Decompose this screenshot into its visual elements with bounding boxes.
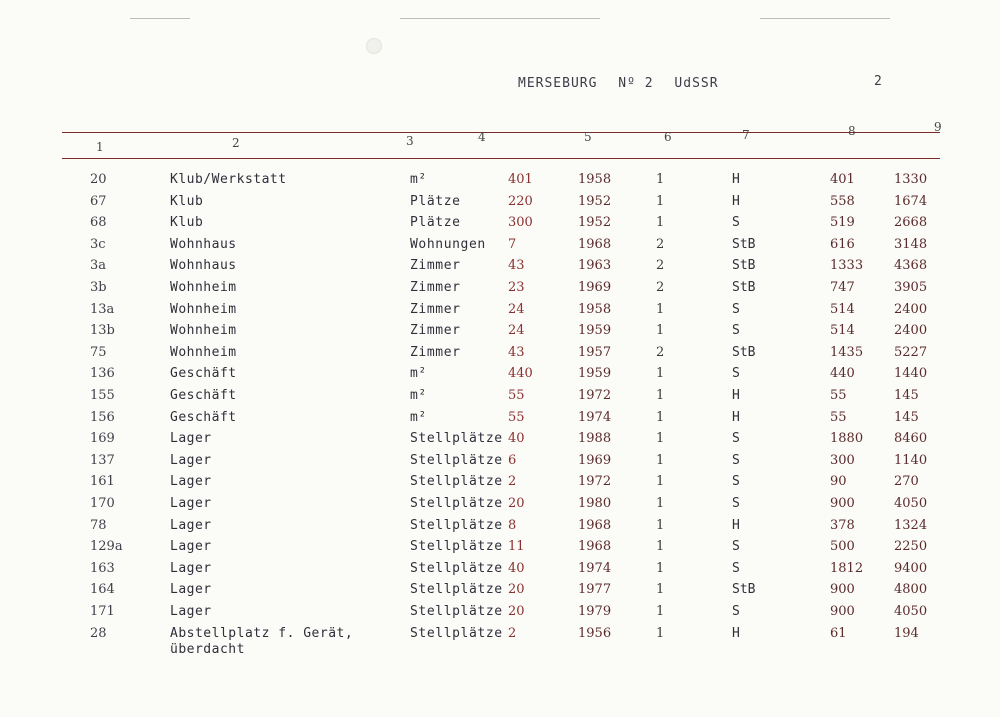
cell-col-8: 61: [830, 625, 847, 641]
page-number: 2: [874, 74, 882, 89]
cell-col-5: 1959: [578, 366, 612, 382]
cell-col-3: Stellplätze: [410, 582, 503, 598]
cell-col-8: 514: [830, 323, 855, 339]
cell-col-9: 1674: [894, 193, 928, 209]
table-row: [0, 237, 1000, 259]
cell-col-4: 23: [508, 280, 525, 295]
cell-col-8: 519: [830, 215, 855, 231]
cell-col-8: 440: [830, 366, 855, 382]
cell-col-1: 155: [90, 388, 115, 403]
header-number: Nº 2: [618, 76, 654, 91]
table-row: [0, 258, 1000, 280]
cell-col-3: Plätze: [410, 215, 461, 231]
cell-col-7: H: [732, 517, 740, 533]
cell-col-7: StB: [732, 258, 756, 274]
cell-col-5: 1952: [578, 193, 612, 209]
cell-col-7: S: [732, 474, 740, 490]
cell-col-5: 1968: [578, 539, 612, 555]
table-row: [0, 388, 1000, 410]
cell-col-8: 401: [830, 172, 855, 187]
cell-col-5: 1974: [578, 409, 612, 425]
cell-col-3: Stellplätze: [410, 474, 503, 490]
cell-col-8: 616: [830, 236, 855, 252]
cell-col-3: Stellplätze: [410, 560, 503, 576]
cell-col-3: Zimmer: [410, 280, 461, 295]
cell-col-6: 1: [656, 301, 665, 317]
cell-col-7: StB: [732, 236, 756, 252]
cell-col-6: 1: [656, 172, 665, 187]
cell-col-4: 401: [508, 172, 533, 187]
cell-col-3: Stellplätze: [410, 625, 503, 641]
cell-col-2: Wohnheim: [170, 323, 237, 339]
column-number-8: 8: [848, 124, 856, 138]
cell-col-4: 24: [508, 323, 525, 339]
column-number-6: 6: [664, 130, 672, 144]
cell-col-6: 2: [656, 280, 665, 295]
cell-col-4: 2: [508, 625, 517, 641]
cell-col-6: 2: [656, 258, 665, 274]
cell-col-6: 1: [656, 193, 665, 209]
table-row: [0, 496, 1000, 518]
cell-col-3: Plätze: [410, 193, 461, 209]
cell-col-3: Stellplätze: [410, 452, 503, 468]
cell-col-1: 3b: [90, 280, 107, 295]
cell-col-6: 1: [656, 431, 665, 447]
table-row: [0, 323, 1000, 345]
column-number-9: 9: [934, 120, 942, 134]
cell-col-7: S: [732, 366, 740, 382]
cell-col-9: 1140: [894, 452, 928, 468]
table-row: [0, 345, 1000, 367]
table-row: [0, 410, 1000, 432]
cell-col-9: 145: [894, 388, 919, 403]
cell-col-5: 1952: [578, 215, 612, 231]
cell-col-1: 129a: [90, 539, 123, 555]
cell-col-1: 78: [90, 517, 107, 533]
cell-col-2: Lager: [170, 517, 212, 533]
table-header-rule: [62, 158, 940, 159]
cell-col-2: Lager: [170, 539, 212, 555]
cell-col-6: 1: [656, 388, 665, 403]
cell-col-8: 378: [830, 517, 855, 533]
cell-col-6: 1: [656, 625, 665, 641]
table-row: [0, 518, 1000, 540]
cell-col-8: 55: [830, 409, 847, 425]
cell-col-8: 1435: [830, 344, 864, 360]
cell-col-2: Wohnheim: [170, 301, 237, 317]
cell-col-1: 169: [90, 431, 115, 447]
cell-col-7: StB: [732, 582, 756, 598]
cell-col-2: Lager: [170, 560, 212, 576]
cell-col-4: 2: [508, 474, 517, 490]
table-row: [0, 539, 1000, 561]
table-row: [0, 431, 1000, 453]
cell-col-4: 11: [508, 539, 525, 555]
column-number-2: 2: [232, 136, 240, 150]
cell-col-8: 558: [830, 193, 855, 209]
cell-col-6: 1: [656, 582, 665, 598]
cell-col-8: 1880: [830, 431, 864, 447]
document-header: [518, 76, 731, 91]
cell-col-2: Geschäft: [170, 388, 237, 403]
cell-col-5: 1977: [578, 582, 612, 598]
cell-col-9: 5227: [894, 344, 928, 360]
cell-col-1: 13a: [90, 301, 115, 317]
cell-col-1: 13b: [90, 323, 115, 339]
cell-col-5: 1969: [578, 452, 612, 468]
cell-col-5: 1957: [578, 344, 612, 360]
cell-col-9: 3148: [894, 236, 928, 252]
cell-col-6: 1: [656, 409, 665, 425]
cell-col-9: 1330: [894, 172, 928, 187]
scan-mark: [760, 18, 890, 19]
cell-col-9: 270: [894, 474, 919, 490]
cell-col-9: 4368: [894, 258, 928, 274]
column-number-5: 5: [584, 130, 592, 144]
punch-hole: [366, 38, 382, 54]
cell-col-9: 8460: [894, 431, 928, 447]
cell-col-3: Wohnungen: [410, 236, 486, 252]
cell-col-2: Wohnhaus: [170, 258, 237, 274]
cell-col-4: 43: [508, 344, 525, 360]
cell-col-7: S: [732, 452, 740, 468]
cell-col-1: 171: [90, 604, 115, 619]
cell-col-4: 40: [508, 431, 525, 447]
table-row: [0, 215, 1000, 237]
cell-col-5: 1980: [578, 496, 612, 511]
cell-col-7: S: [732, 215, 740, 231]
cell-col-4: 24: [508, 301, 525, 317]
cell-col-1: 68: [90, 215, 107, 231]
cell-col-2: Wohnheim: [170, 344, 237, 360]
cell-col-4: 7: [508, 236, 517, 252]
cell-col-3: m²: [410, 172, 427, 187]
cell-col-1: 161: [90, 474, 115, 490]
cell-col-5: 1979: [578, 604, 612, 619]
cell-col-1: 156: [90, 409, 115, 425]
cell-col-3: Stellplätze: [410, 604, 503, 619]
column-number-3: 3: [406, 134, 414, 148]
cell-col-7: S: [732, 431, 740, 447]
table-row: [0, 453, 1000, 475]
cell-col-5: 1974: [578, 560, 612, 576]
cell-col-2: Wohnheim: [170, 280, 237, 295]
cell-col-2: Klub/Werkstatt: [170, 172, 287, 187]
cell-col-5: 1969: [578, 280, 612, 295]
cell-col-6: 1: [656, 517, 665, 533]
cell-col-7: StB: [732, 344, 756, 360]
cell-col-7: StB: [732, 280, 756, 295]
table-row: [0, 366, 1000, 388]
column-number-header: [0, 120, 1000, 154]
cell-col-4: 440: [508, 366, 533, 382]
cell-col-9: 1324: [894, 517, 928, 533]
cell-col-2: Klub: [170, 215, 204, 231]
cell-col-4: 20: [508, 496, 525, 511]
cell-col-5: 1988: [578, 431, 612, 447]
cell-col-7: H: [732, 625, 740, 641]
cell-col-3: m²: [410, 388, 427, 403]
cell-col-7: S: [732, 560, 740, 576]
cell-col-9: 2668: [894, 215, 928, 231]
cell-col-5: 1959: [578, 323, 612, 339]
table-row: [0, 302, 1000, 324]
cell-col-4: 6: [508, 452, 517, 468]
cell-col-1: 75: [90, 344, 107, 360]
scan-mark: [130, 18, 190, 19]
cell-col-6: 1: [656, 496, 665, 511]
cell-col-2: Lager: [170, 431, 212, 447]
cell-col-3: Stellplätze: [410, 517, 503, 533]
cell-col-2: Lager: [170, 452, 212, 468]
cell-col-8: 900: [830, 496, 855, 511]
header-country: UdSSR: [674, 76, 719, 91]
cell-col-6: 2: [656, 236, 665, 252]
cell-col-6: 1: [656, 539, 665, 555]
cell-col-6: 2: [656, 344, 665, 360]
cell-col-4: 8: [508, 517, 517, 533]
cell-col-2: Lager: [170, 474, 212, 490]
cell-col-5: 1968: [578, 236, 612, 252]
cell-col-6: 1: [656, 560, 665, 576]
cell-col-9: 2250: [894, 539, 928, 555]
cell-col-6: 1: [656, 323, 665, 339]
cell-col-6: 1: [656, 215, 665, 231]
cell-col-1: 137: [90, 452, 115, 468]
cell-col-9: 4050: [894, 604, 928, 619]
cell-col-9: 4050: [894, 496, 928, 511]
cell-col-7: H: [732, 172, 740, 187]
table-row: [0, 582, 1000, 604]
cell-col-5: 1968: [578, 517, 612, 533]
cell-col-3: m²: [410, 409, 427, 425]
cell-col-5: 1958: [578, 172, 612, 187]
cell-col-8: 500: [830, 539, 855, 555]
cell-col-1: 3a: [90, 258, 107, 274]
cell-col-3: Stellplätze: [410, 539, 503, 555]
cell-col-9: 145: [894, 409, 919, 425]
cell-col-5: 1956: [578, 625, 612, 641]
header-city: MERSEBURG: [518, 76, 598, 91]
cell-col-4: 20: [508, 604, 525, 619]
table-row: [0, 280, 1000, 302]
cell-col-7: S: [732, 323, 740, 339]
column-number-1: 1: [96, 140, 104, 154]
table-row: [0, 625, 1000, 657]
cell-col-1: 67: [90, 193, 107, 209]
cell-col-4: 20: [508, 582, 525, 598]
cell-col-7: S: [732, 496, 740, 511]
cell-col-9: 9400: [894, 560, 928, 576]
table-row: [0, 474, 1000, 496]
column-number-4: 4: [478, 130, 486, 144]
cell-col-4: 43: [508, 258, 525, 274]
column-number-7: 7: [742, 128, 750, 142]
cell-col-8: 900: [830, 582, 855, 598]
cell-col-2-continued: überdacht: [170, 641, 245, 657]
cell-col-3: Zimmer: [410, 344, 461, 360]
cell-col-9: 2400: [894, 301, 928, 317]
cell-col-7: S: [732, 604, 740, 619]
cell-col-8: 1333: [830, 258, 864, 274]
cell-col-7: S: [732, 539, 740, 555]
cell-col-8: 747: [830, 280, 855, 295]
cell-col-2: Wohnhaus: [170, 236, 237, 252]
cell-col-8: 90: [830, 474, 847, 490]
cell-col-3: Zimmer: [410, 258, 461, 274]
cell-col-2: Abstellplatz f. Gerät,: [170, 625, 354, 641]
cell-col-3: Stellplätze: [410, 496, 503, 511]
cell-col-4: 300: [508, 215, 533, 231]
cell-col-1: 164: [90, 582, 115, 598]
cell-col-3: Stellplätze: [410, 431, 503, 447]
cell-col-8: 55: [830, 388, 847, 403]
cell-col-4: 220: [508, 193, 533, 209]
cell-col-3: Zimmer: [410, 323, 461, 339]
cell-col-6: 1: [656, 452, 665, 468]
cell-col-5: 1972: [578, 388, 612, 403]
cell-col-3: Zimmer: [410, 301, 461, 317]
cell-col-6: 1: [656, 474, 665, 490]
table-row: [0, 194, 1000, 216]
table-row: [0, 604, 1000, 626]
table-row: [0, 561, 1000, 583]
cell-col-9: 2400: [894, 323, 928, 339]
scan-mark: [400, 18, 600, 19]
cell-col-5: 1963: [578, 258, 612, 274]
cell-col-9: 1440: [894, 366, 928, 382]
cell-col-4: 40: [508, 560, 525, 576]
cell-col-2: Lager: [170, 604, 212, 619]
cell-col-3: m²: [410, 366, 427, 382]
cell-col-8: 900: [830, 604, 855, 619]
cell-col-2: Klub: [170, 193, 204, 209]
table-row: [0, 172, 1000, 194]
cell-col-8: 1812: [830, 560, 864, 576]
cell-col-7: H: [732, 388, 740, 403]
cell-col-7: H: [732, 193, 740, 209]
cell-col-8: 300: [830, 452, 855, 468]
cell-col-2: Lager: [170, 582, 212, 598]
cell-col-1: 163: [90, 560, 115, 576]
cell-col-1: 170: [90, 496, 115, 511]
cell-col-1: 20: [90, 172, 107, 187]
cell-col-2: Geschäft: [170, 409, 237, 425]
cell-col-1: 136: [90, 366, 115, 382]
cell-col-4: 55: [508, 388, 525, 403]
cell-col-9: 194: [894, 625, 919, 641]
cell-col-1: 3c: [90, 236, 106, 252]
cell-col-7: S: [732, 301, 740, 317]
cell-col-2: Geschäft: [170, 366, 237, 382]
cell-col-7: H: [732, 409, 740, 425]
cell-col-5: 1958: [578, 301, 612, 317]
cell-col-9: 3905: [894, 280, 928, 295]
cell-col-1: 28: [90, 625, 107, 641]
cell-col-4: 55: [508, 409, 525, 425]
cell-col-5: 1972: [578, 474, 612, 490]
cell-col-6: 1: [656, 366, 665, 382]
cell-col-2: Lager: [170, 496, 212, 511]
cell-col-8: 514: [830, 301, 855, 317]
cell-col-9: 4800: [894, 582, 928, 598]
cell-col-6: 1: [656, 604, 665, 619]
